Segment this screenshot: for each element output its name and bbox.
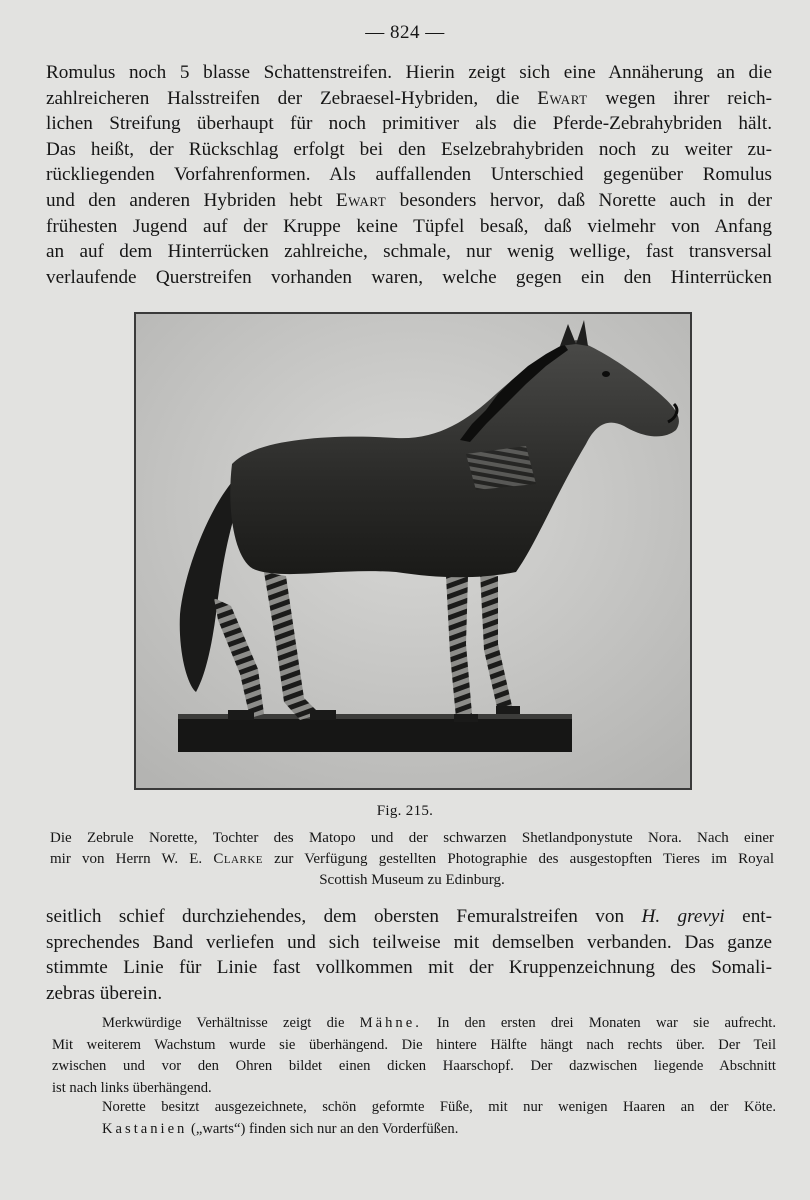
text-line [46,188,772,214]
author-name: Ewart [537,87,588,109]
text-line: stimmte Linie für Linie fast vollkommen mit der Kruppenzeichnung des Somali- [46,957,772,979]
text-line [52,1119,776,1141]
emphasized-word: Mähne. [359,1015,422,1031]
text-line: rückliegenden Vorfahrenformen. Als auffallenden Unterschied gegenüber Romulus [46,164,772,186]
text-span: zahlreicheren Halsstreifen der Zebraesel-Hybriden, die [46,87,520,109]
text-line: Das heißt, der Rückschlag erfolgt bei den Eselzebrahybriden noch zu weiter zu- [46,138,772,160]
body-paragraph-top [46,60,772,290]
small-paragraph-feet [52,1097,776,1140]
text-line: Norette besitzt ausgezeichnete, schön geformte Füße, mit nur wenigen Haaren an der Köte. [102,1099,776,1115]
text-span: und den anderen Hybriden hebt [46,189,323,211]
display-base [178,716,572,752]
figure-photo-zebrule [134,312,692,790]
figure-label: Fig. 215. [376,803,434,819]
text-span: In den ersten drei Monaten war sie aufrecht. [437,1015,776,1031]
text-span: („warts“) finden sich nur an den Vorderfüßen. [191,1120,459,1137]
text-line: zwischen und vor den Ohren bildet einen dicken Haarschopf. Der dazwischen liegende Abschnitt [52,1058,776,1074]
text-line: ist nach links überhängend. [52,1079,212,1096]
text-line: zebras überein. [46,982,163,1004]
text-span: besonders hervor, daß Norette auch in der [399,189,773,211]
species-name: H. grevyi [641,906,725,927]
text-line [46,86,772,112]
caption-line: Die Zebrule Norette, Tochter des Matopo und der schwarzen Shetlandponystute Nora. Nach einer [50,830,774,846]
text-line [52,1013,776,1035]
text-line: verlaufende Querstreifen vorhanden waren, welche gegen ein den Hinterrücken [46,266,772,288]
text-line: Mit weiterem Wachstum wurde sie überhängend. Die hintere Hälfte hängt nach rechts über. Der Teil [52,1036,776,1053]
text-span: ent- [742,906,773,927]
caption-line: Scottish Museum zu Edinburg. [319,872,505,888]
body-paragraph-middle [46,904,772,1006]
author-name: Ewart [335,189,387,211]
text-line: Romulus noch 5 blasse Schattenstreifen. Hierin zeigt sich eine Annäherung an die [46,62,772,83]
text-span: mir von Herrn W. E. [50,851,203,867]
small-paragraph-mane [52,1013,776,1099]
text-span: wegen ihrer reich- [605,87,772,109]
text-line: an auf dem Hinterrücken zahlreiche, schmale, nur wenig wellige, fast transversal [46,241,772,263]
text-line [46,904,772,930]
zebrule-photo-illustration [136,314,690,788]
caption-line [50,849,774,870]
text-line: sprechendes Band verliefen und sich teilweise mit demselben verbanden. Das ganze [46,931,772,953]
text-line: frühesten Jugend auf der Kruppe keine Tüpfel besaß, daß vielmehr von Anfang [46,215,772,237]
text-span: Merkwürdige Verhältnisse zeigt die [102,1015,345,1031]
text-span: zur Verfügung gestellten Photographie des ausgestopften Tieres im Royal [274,851,774,867]
page-number: — 824 — [365,22,445,43]
figure-caption [50,828,774,891]
emphasized-word: Kastanien [102,1120,188,1137]
text-span: seitlich schief durchziehendes, dem obersten Femuralstreifen von [46,906,625,927]
text-line: lichen Streifung überhaupt für noch primitiver als die Pferde-Zebrahybriden hält. [46,113,772,135]
author-name: Clarke [213,851,263,867]
